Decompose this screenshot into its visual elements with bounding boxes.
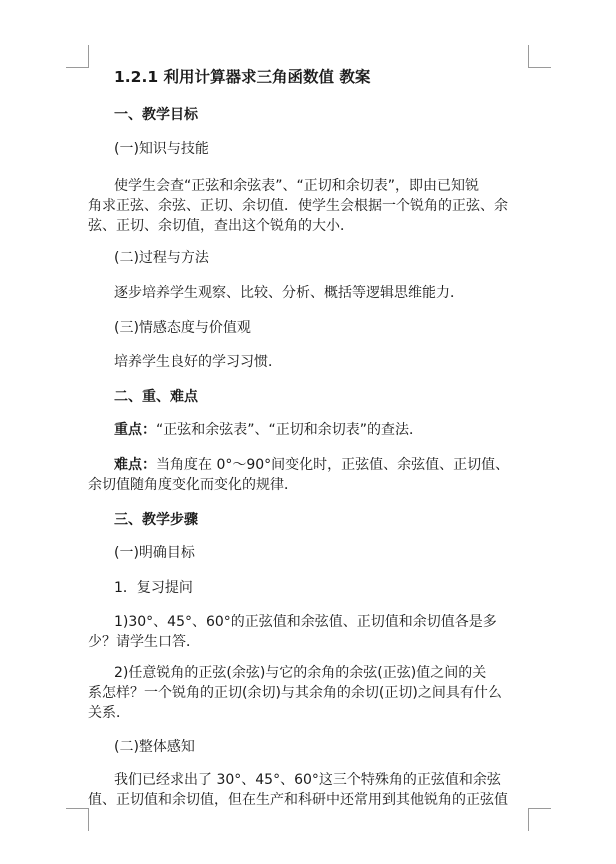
paragraph-line: 使学生会查“正弦和余弦表”、“正切和余切表”，即由已知锐 [114, 178, 480, 194]
paragraph-line: 余切值随角度变化而变化的规律． [88, 477, 298, 493]
paragraph-line: 2)任意锐角的正弦(余弦)与它的余角的余弦(正弦)值之间的关 [114, 665, 487, 681]
difficulty-line [114, 455, 509, 475]
section-heading-steps: 三、教学步骤 [114, 512, 198, 528]
paragraph-line: 角求正弦、余弦、正切、余切值．使学生会根据一个锐角的正弦、余 [88, 198, 508, 214]
difficulty-label: 难点： [114, 457, 156, 473]
subsection-label-overview: (二)整体感知 [114, 739, 195, 755]
paragraph-line: 培养学生良好的学习习惯． [114, 354, 282, 370]
paragraph-line: 关系． [88, 705, 130, 721]
subsection-label-knowledge: (一)知识与技能 [114, 141, 209, 157]
subsection-label-attitude: (三)情感态度与价值观 [114, 320, 251, 336]
paragraph-line: 少？请学生口答． [88, 634, 200, 650]
section-heading-key-points: 二、重、难点 [114, 389, 198, 405]
difficulty-text: 当角度在 0°～90°间变化时，正弦值、余弦值、正切值、 [156, 457, 510, 473]
corner-mark-bottom-left [66, 808, 89, 831]
section-heading-goals: 一、教学目标 [114, 107, 198, 123]
paragraph-line: 值、正切值和余切值，但在生产和科研中还常用到其他锐角的正弦值 [88, 792, 508, 808]
paragraph-line: 逐步培养学生观察、比较、分析、概括等逻辑思维能力． [114, 285, 464, 301]
paragraph-line: 我们已经求出了 30°、45°、60°这三个特殊角的正弦值和余弦 [114, 772, 501, 788]
corner-mark-top-right [528, 45, 551, 68]
paragraph-line: 1)30°、45°、60°的正弦值和余弦值、正切值和余切值各是多 [114, 614, 497, 630]
document-title: 1.2.1 利用计算器求三角函数值 教案 [114, 68, 371, 86]
subsection-label-process: (二)过程与方法 [114, 250, 209, 266]
paragraph-line: 弦、正切、余切值，查出这个锐角的大小． [88, 218, 354, 234]
corner-mark-bottom-right [528, 808, 551, 831]
key-point-text: “正弦和余弦表”、“正切和余切表”的查法． [156, 422, 424, 438]
paragraph-line: 系怎样？一个锐角的正切(余切)与其余角的余切(正切)之间具有什么 [88, 685, 502, 701]
subsection-label-objective: (一)明确目标 [114, 545, 195, 561]
key-point-label: 重点： [114, 422, 156, 438]
corner-mark-top-left [66, 45, 89, 68]
key-point-line [114, 420, 423, 440]
list-item-review: 1．复习提问 [114, 580, 193, 596]
